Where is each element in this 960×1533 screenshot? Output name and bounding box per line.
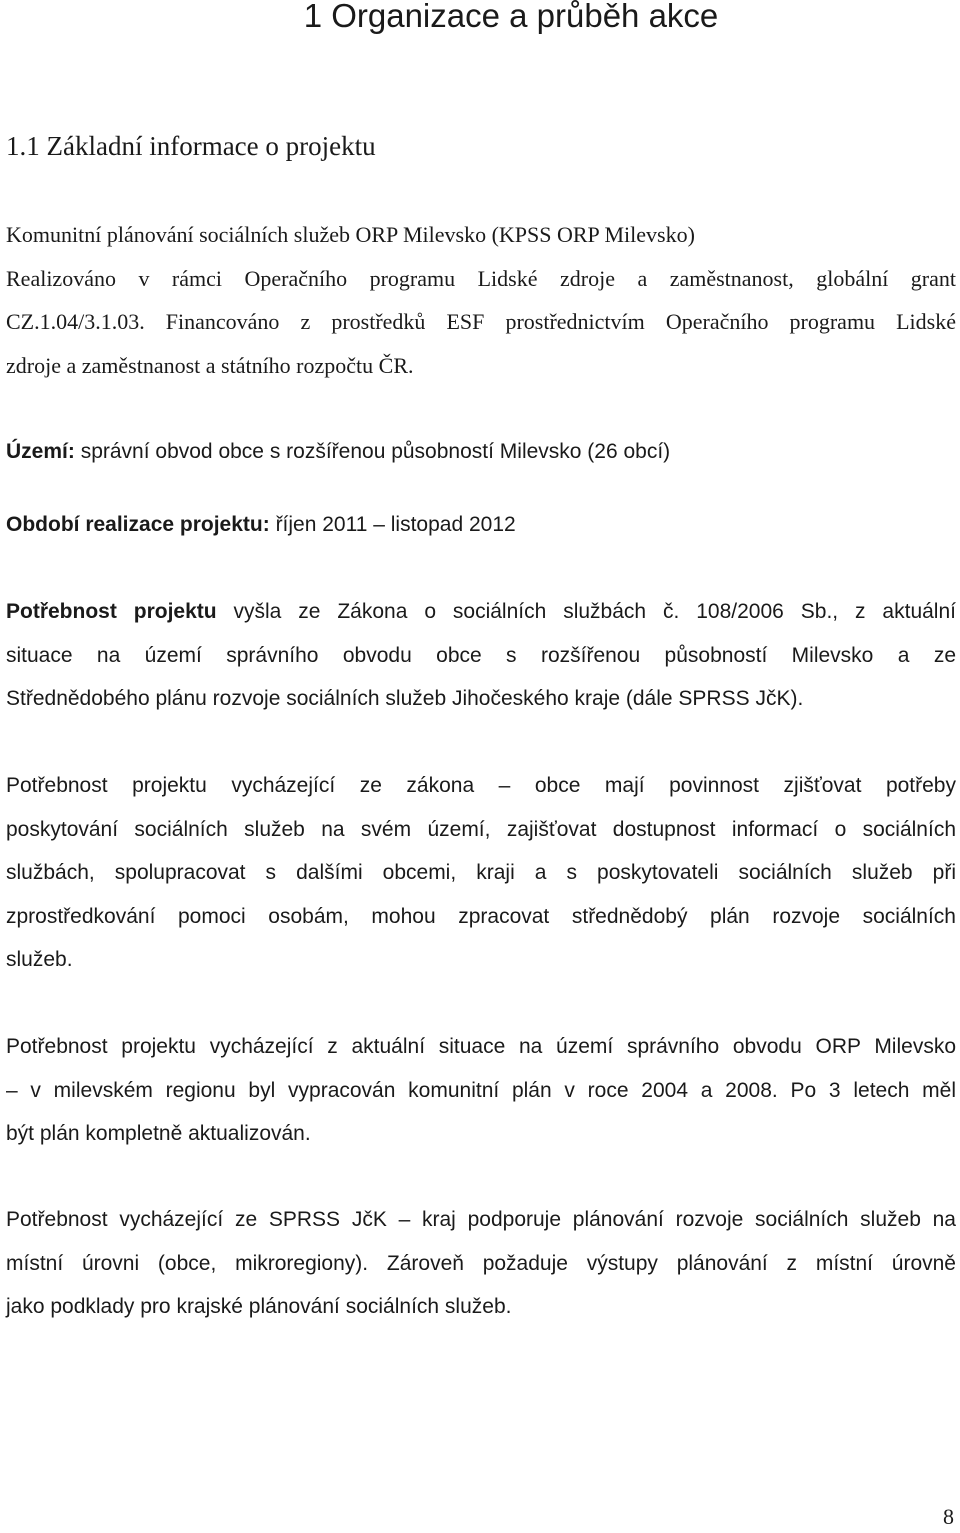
situation-line: – v milevském regionu byl vypracován komunitní plán v roce 2004 a 2008. Po 3 letech měl	[6, 1078, 956, 1102]
need-line: Střednědobého plánu rozvoje sociálních služeb Jihočeského kraje (dále SPRSS JčK).	[6, 687, 804, 710]
intro-paragraph	[6, 213, 956, 387]
sprss-line: jako podklady pro krajské plánování sociálních služeb.	[6, 1295, 512, 1318]
page-number: 8	[943, 1504, 954, 1529]
sprss-paragraph	[6, 1198, 956, 1329]
law-line: služeb.	[6, 948, 73, 971]
period-text: říjen 2011 – listopad 2012	[269, 513, 516, 536]
law-paragraph	[6, 764, 956, 982]
law-line: zprostředkování pomoci osobám, mohou zpracovat střednědobý plán rozvoje sociálních	[6, 904, 956, 928]
need-paragraph	[6, 590, 956, 721]
sprss-line: místní úrovni (obce, mikroregiony). Zároveň požaduje výstupy plánování z místní úrovně	[6, 1251, 956, 1275]
situation-paragraph	[6, 1025, 956, 1156]
territory-label: Území:	[6, 440, 75, 463]
intro-line: Realizováno v rámci Operačního programu Lidské zdroje a zaměstnanost, globální grant	[6, 265, 956, 291]
territory-paragraph	[6, 430, 956, 474]
need-line: situace na území správního obvodu obce s rozšířenou působností Milevsko a ze	[6, 643, 956, 667]
period-label: Období realizace projektu:	[6, 513, 270, 536]
intro-line: zdroje a zaměstnanost a státního rozpočtu ČR.	[6, 352, 414, 378]
need-text: vyšla ze Zákona o sociálních službách č. 108/2006 Sb., z aktuální	[216, 600, 956, 623]
situation-line: být plán kompletně aktualizován.	[6, 1122, 311, 1145]
law-line: službách, spolupracovat s dalšími obcemi, kraji a s poskytovateli sociálních služeb při	[6, 861, 956, 884]
sprss-line: Potřebnost vycházející ze SPRSS JčK – kraj podporuje plánování rozvoje sociálních služeb na	[6, 1208, 956, 1231]
situation-line: Potřebnost projektu vycházející z aktuální situace na území správního obvodu ORP Milevsko	[6, 1035, 956, 1058]
intro-line: CZ.1.04/3.1.03. Financováno z prostředků ESF prostřednictvím Operačního programu Lidské	[6, 309, 956, 334]
law-line: poskytování sociálních služeb na svém území, zajišťovat dostupnost informací o sociálních	[6, 817, 956, 841]
territory-text: správní obvod obce s rozšířenou působností Milevsko (26 obcí)	[74, 440, 671, 463]
need-label: Potřebnost projektu	[6, 600, 217, 623]
intro-line: Komunitní plánování sociálních služeb ORP Milevsko (KPSS ORP Milevsko)	[6, 222, 695, 247]
period-paragraph	[6, 503, 956, 547]
law-line: Potřebnost projektu vycházející ze zákona – obce mají povinnost zjišťovat potřeby	[6, 774, 956, 797]
section-heading: 1.1 Základní informace o projektu	[6, 131, 376, 161]
chapter-heading: 1 Organizace a průběh akce	[303, 0, 719, 34]
